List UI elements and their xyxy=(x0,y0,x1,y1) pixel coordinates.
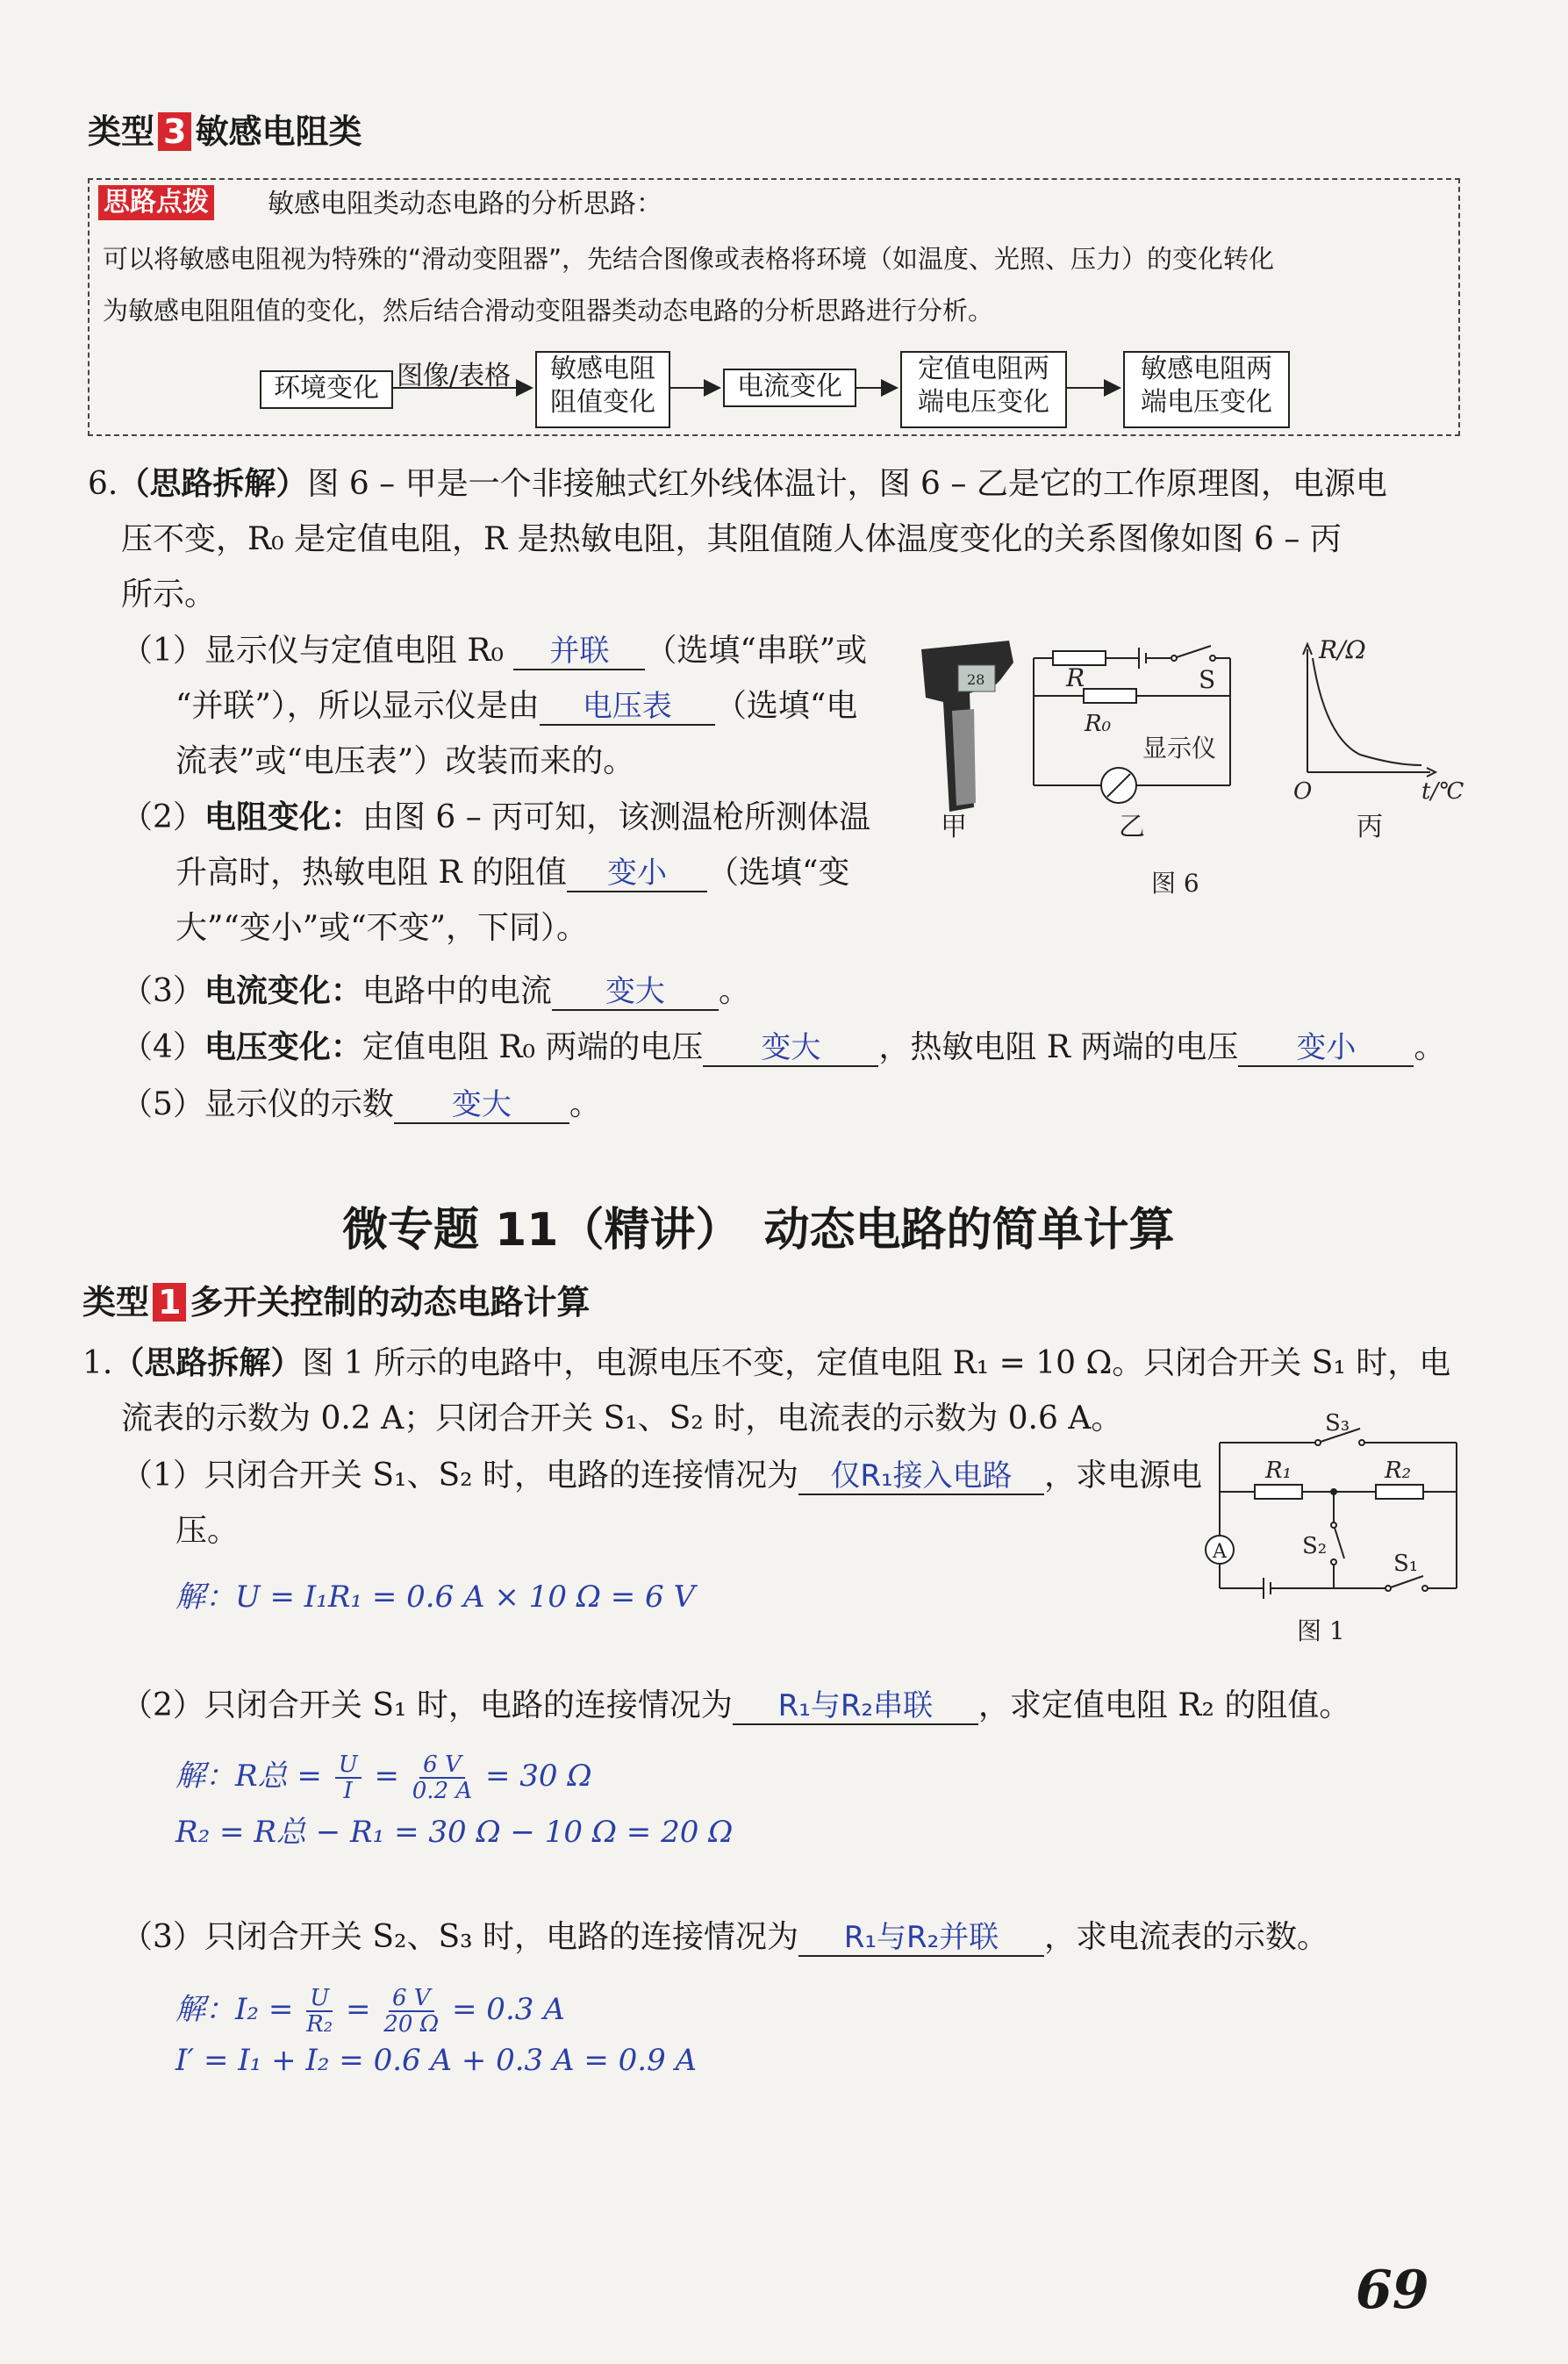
q6-answer-2: 变小 xyxy=(567,856,707,892)
tip-heading: 敏感电阻类动态电路的分析思路： xyxy=(268,189,662,219)
origin-label: O xyxy=(1293,778,1313,805)
q6-line-2: 压不变，R₀ 是定值电阻，R 是热敏电阻，其阻值随人体温度变化的关系图像如图 6 – 丙 xyxy=(121,521,1342,557)
q1-solution-3-line-1: 解：I₂ = $\frac{U}{\text{R₂}}$ = $\frac{6 V}{20 \Omega}$ = 0.3 A xyxy=(175,1985,565,2038)
fraction-6V-over-0.2A: $\frac{6 V}{0.2 A}$ xyxy=(412,1752,473,1804)
axis-x-label: t/℃ xyxy=(1421,778,1464,805)
q1-part-1-line-2: 压。 xyxy=(175,1513,240,1549)
section-title: 微专题 11（精讲） 动态电路的简单计算 xyxy=(342,1204,1175,1257)
label-R: R xyxy=(1066,663,1085,692)
label-R1: R₁ xyxy=(1265,1458,1292,1484)
q1-part-2: （2）只闭合开关 S₁ 时，电路的连接情况为 R₁与R₂串联 ，求定值电阻 R₂ 的阻值。 xyxy=(121,1687,1351,1723)
figure-6-caption: 图 6 xyxy=(1151,869,1199,898)
q6-answer-3: 变大 xyxy=(552,974,719,1011)
q6-part-1-line-1: （1）显示仪与定值电阻 R₀ 并联 （选填“串联”或 xyxy=(121,633,868,669)
q6-line-3: 所示。 xyxy=(121,577,217,612)
ammeter-label: A xyxy=(1213,1541,1227,1563)
q1-part-3: （3）只闭合开关 S₂、S₃ 时，电路的连接情况为 R₁与R₂并联 ，求电流表的示数。 xyxy=(121,1919,1328,1955)
flow-box-fixed-voltage: 定值电阻两 端电压变化 xyxy=(900,351,1067,428)
tip-tag: 思路点拨 xyxy=(98,185,214,220)
fraction-6V-over-20ohm: $\frac{6 V}{20 \Omega}$ xyxy=(383,1985,440,2038)
q6-part-2-line-2: 升高时，热敏电阻 R 的阻值 变小 （选填“变 xyxy=(175,855,850,891)
q1-solution-2-line-1: 解：R总 = $\frac{U}{I}$ = $\frac{6 V}{0.2 A}$ = 30 Ω xyxy=(175,1752,592,1804)
label-S3: S₃ xyxy=(1325,1410,1350,1436)
flow-box-resistance: 敏感电阻 阻值变化 xyxy=(535,351,670,428)
label-S2: S₂ xyxy=(1302,1533,1328,1559)
q1-line-2: 流表的示数为 0.2 A；只闭合开关 S₁、S₂ 时，电流表的示数为 0.6 A。 xyxy=(121,1400,1123,1436)
q6-part-4: （4）电压变化：定值电阻 R₀ 两端的电压 变大 ，热敏电阻 R 两端的电压 变小 。 xyxy=(121,1029,1446,1065)
type1-number-badge: 1 xyxy=(153,1283,186,1322)
label-display: 显示仪 xyxy=(1142,734,1217,763)
q6-answer-1: 并联 xyxy=(513,634,645,670)
axis-y-label: R/Ω xyxy=(1319,635,1366,664)
q6-answer-5: 变大 xyxy=(394,1087,569,1124)
label-S1: S₁ xyxy=(1393,1551,1419,1577)
q6-part-1-line-3: 流表”或“电压表”）改装而来的。 xyxy=(175,743,635,779)
q1-answer-2: R₁与R₂串联 xyxy=(733,1688,978,1725)
q1-part-1-line-1: （1）只闭合开关 S₁、S₂ 时，电路的连接情况为 仅R₁接入电路 ，求电源电 xyxy=(121,1458,1202,1494)
q6-part-1-line-2: “并联”），所以显示仪是由 电压表 （选填“电 xyxy=(175,688,858,724)
type3-number-badge: 3 xyxy=(158,112,191,151)
tip-line-1: 可以将敏感电阻视为特殊的“滑动变阻器”，先结合图像或表格将环境（如温度、光照、压力）的变化转化 xyxy=(103,244,1275,274)
flow-box-current: 电流变化 xyxy=(723,369,856,407)
flow-box-environment: 环境变化 xyxy=(260,370,393,409)
q6-part-2-line-1: （2）电阻变化：由图 6 – 丙可知，该测温枪所测体温 xyxy=(121,799,871,835)
fraction-U-over-R2: $\frac{U}{\text{R₂}}$ xyxy=(306,1985,333,2038)
q6-answer-4a: 变大 xyxy=(703,1030,878,1067)
label-R0: R₀ xyxy=(1085,711,1111,737)
q6-line-1: 6.（思路拆解）图 6 – 甲是一个非接触式红外线体温计，图 6 – 乙是它的工作原理图，电源电 xyxy=(88,466,1387,502)
flow-arrows xyxy=(0,0,1568,527)
q1-answer-3: R₁与R₂并联 xyxy=(798,1920,1044,1957)
tip-line-2: 为敏感电阻阻值的变化，然后结合滑动变阻器类动态电路的分析思路进行分析。 xyxy=(103,296,994,326)
label-R2: R₂ xyxy=(1385,1458,1411,1484)
thermometer-gun-image xyxy=(921,641,1013,812)
figure-6 xyxy=(904,632,1483,904)
q1-line-1: 1.（思路拆解）图 1 所示的电路中，电源电压不变，定值电阻 R₁ = 10 Ω。只闭合开关 S₁ 时，电 xyxy=(82,1345,1451,1381)
q6-part-2-line-3: 大”“变小”或“不变”，下同）。 xyxy=(175,910,589,946)
q1-solution-2-line-2: R₂ = R总 − R₁ = 30 Ω − 10 Ω = 20 Ω xyxy=(175,1815,734,1850)
q6-answer-4b: 变小 xyxy=(1238,1030,1414,1067)
label-bing: 丙 xyxy=(1357,812,1383,842)
flow-arrow-label: 图像/表格 xyxy=(397,361,512,391)
q1-answer-1: 仅R₁接入电路 xyxy=(798,1458,1044,1495)
page-number: 69 xyxy=(1356,2260,1429,2321)
q6-part-3: （3）电流变化：电路中的电流 变大 。 xyxy=(121,973,750,1009)
q1-solution-1: 解：U = I₁R₁ = 0.6 A × 10 Ω = 6 V xyxy=(175,1580,696,1615)
fraction-U-over-I: $\frac{U}{I}$ xyxy=(335,1752,362,1803)
label-jia: 甲 xyxy=(941,812,967,842)
figure-1-caption: 图 1 xyxy=(1297,1616,1345,1645)
q6-part-5: （5）显示仪的示数 变大 。 xyxy=(121,1086,601,1122)
type3-heading: 类型 3 敏感电阻类 xyxy=(88,112,362,151)
type1-heading: 类型 1 多开关控制的动态电路计算 xyxy=(82,1283,591,1322)
q1-solution-3-line-2: I′ = I₁ + I₂ = 0.6 A + 0.3 A = 0.9 A xyxy=(175,2043,698,2078)
flow-box-sensitive-voltage: 敏感电阻两 端电压变化 xyxy=(1123,351,1290,428)
figure-1 xyxy=(1193,1404,1474,1658)
label-S: S xyxy=(1199,665,1216,694)
q6-answer-1b: 电压表 xyxy=(540,689,715,726)
thermometer-screen-text: 28 xyxy=(967,671,985,688)
label-yi: 乙 xyxy=(1119,812,1145,842)
